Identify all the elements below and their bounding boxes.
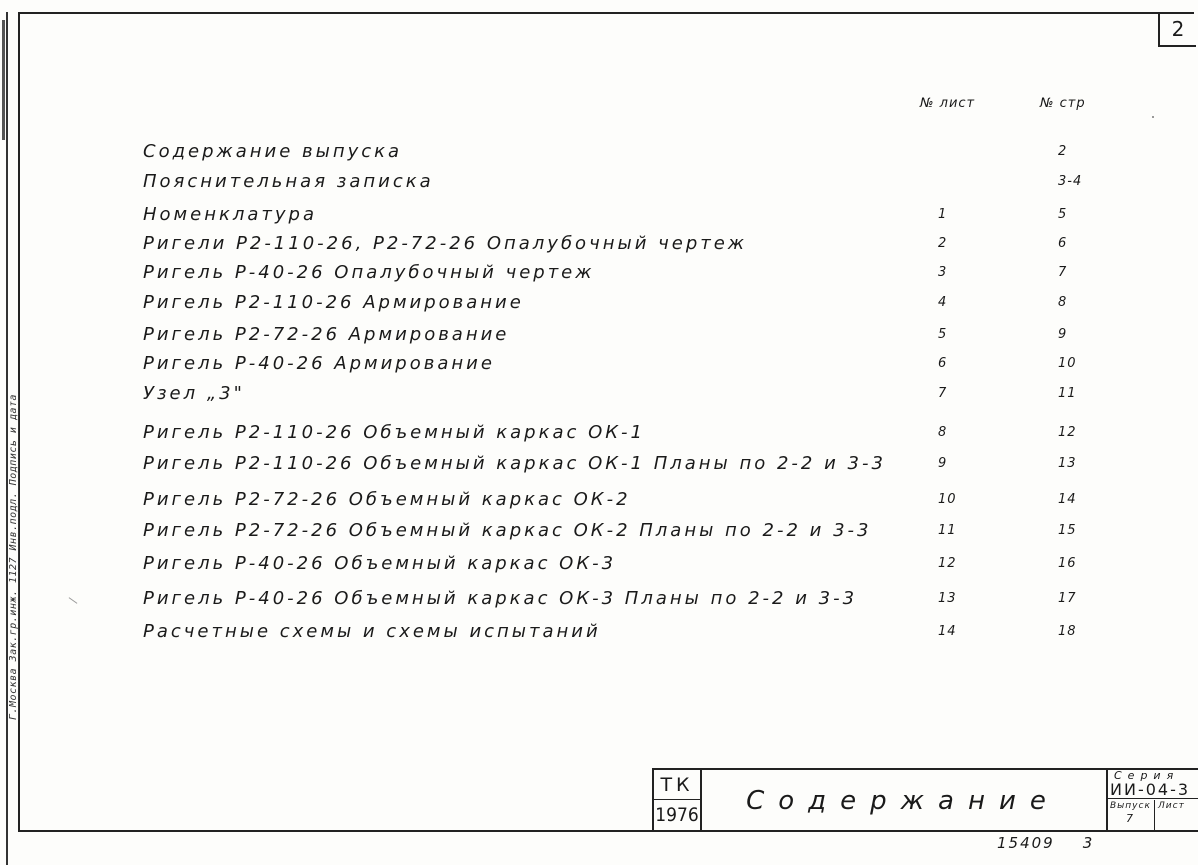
- stray-dot: [1152, 116, 1154, 118]
- contents-row: [143, 553, 1103, 577]
- row-page-number: 13: [1058, 456, 1077, 471]
- sheet-cell: [1156, 800, 1198, 832]
- row-title: Ригель Р2-72-26 Армирование: [143, 324, 510, 345]
- copy-number: 3: [1082, 834, 1095, 852]
- row-page-number: 14: [1058, 492, 1077, 507]
- row-sheet-number: 5: [938, 327, 948, 342]
- row-sheet-number: 10: [938, 492, 957, 507]
- issue-value: 7: [1126, 812, 1133, 825]
- row-sheet-number: 3: [938, 265, 948, 280]
- contents-row: [143, 292, 1103, 316]
- margin-stamp-text: Г.Москва Зак.гр.инж. 1127 Инв.подл. Подпись и дата: [8, 393, 19, 720]
- row-title: Ригель Р2-72-26 Объемный каркас ОК-2: [143, 489, 631, 510]
- series-value: ИИ-04-3: [1110, 780, 1191, 799]
- row-title: Пояснительная записка: [143, 171, 434, 192]
- row-page-number: 7: [1058, 265, 1068, 280]
- row-page-number: 2: [1058, 144, 1068, 159]
- row-title: Ригель Р-40-26 Опалубочный чертеж: [143, 262, 595, 283]
- row-sheet-number: 14: [938, 624, 957, 639]
- row-page-number: 10: [1058, 356, 1077, 371]
- row-page-number: 17: [1058, 591, 1077, 606]
- row-sheet-number: 7: [938, 386, 948, 401]
- contents-row: [143, 204, 1103, 228]
- contents-row: [143, 520, 1103, 544]
- row-page-number: 15: [1058, 523, 1077, 538]
- contents-row: [143, 353, 1103, 377]
- org-year: 1976: [655, 804, 699, 826]
- binding-edge: [2, 20, 5, 140]
- row-page-number: 9: [1058, 327, 1068, 342]
- series-label: Серия: [1114, 769, 1180, 782]
- row-title: Номенклатура: [143, 204, 317, 225]
- frame-top-border: [18, 12, 1194, 14]
- contents-row: [143, 262, 1103, 286]
- issue-label: Выпуск: [1110, 801, 1151, 811]
- org-code: ТК: [654, 770, 700, 800]
- row-sheet-number: 4: [938, 295, 948, 310]
- row-page-number: 12: [1058, 425, 1077, 440]
- contents-row: [143, 141, 1103, 165]
- row-title: Ригель Р-40-26 Объемный каркас ОК-3 Планы по 2-2 и 3-3: [143, 588, 858, 609]
- title-block: [652, 768, 1198, 830]
- series-divider: [1108, 798, 1198, 799]
- row-title: Ригель Р2-110-26 Армирование: [143, 292, 524, 313]
- contents-row: [143, 453, 1103, 477]
- document-title: Содержание: [700, 768, 1106, 832]
- contents-row: [143, 621, 1103, 645]
- inventory-number: 15409: [997, 834, 1055, 852]
- row-title: Расчетные схемы и схемы испытаний: [143, 621, 601, 642]
- row-page-number: 5: [1058, 207, 1068, 222]
- contents-row: [143, 489, 1103, 513]
- row-page-number: 11: [1058, 386, 1077, 401]
- contents-row: [143, 383, 1103, 407]
- row-sheet-number: 1: [938, 207, 948, 222]
- row-sheet-number: 12: [938, 556, 957, 571]
- column-header-page: № стр: [1040, 96, 1086, 111]
- series-cell: [1106, 768, 1198, 832]
- row-sheet-number: 8: [938, 425, 948, 440]
- org-code-cell: [652, 768, 702, 832]
- row-title: Ригель Р2-72-26 Объемный каркас ОК-2 Планы по 2-2 и 3-3: [143, 520, 872, 541]
- contents-row: [143, 171, 1103, 195]
- sheet-label: Лист: [1158, 801, 1185, 811]
- page-number: 2: [1171, 16, 1185, 41]
- row-sheet-number: 6: [938, 356, 948, 371]
- contents-row: [143, 233, 1103, 257]
- row-sheet-number: 13: [938, 591, 957, 606]
- contents-row: [143, 422, 1103, 446]
- row-sheet-number: 11: [938, 523, 957, 538]
- row-sheet-number: 9: [938, 456, 948, 471]
- stray-mark: [69, 597, 78, 604]
- row-page-number: 3-4: [1058, 174, 1083, 189]
- row-title: Ригель Р2-110-26 Объемный каркас ОК-1 Планы по 2-2 и 3-3: [143, 453, 886, 474]
- row-title: Ригель Р-40-26 Объемный каркас ОК-3: [143, 553, 617, 574]
- footer-inventory: [997, 834, 1094, 852]
- row-title: Ригель Р2-110-26 Объемный каркас ОК-1: [143, 422, 645, 443]
- row-page-number: 18: [1058, 624, 1077, 639]
- row-title: Узел „3": [143, 383, 245, 404]
- row-title: Ригель Р-40-26 Армирование: [143, 353, 495, 374]
- row-page-number: 6: [1058, 236, 1068, 251]
- row-sheet-number: 2: [938, 236, 948, 251]
- row-title: Ригели Р2-110-26, Р2-72-26 Опалубочный чертеж: [143, 233, 748, 254]
- row-title: Содержание выпуска: [143, 141, 403, 162]
- column-header-sheet: № лист: [920, 96, 976, 111]
- page-number-box: [1158, 12, 1196, 47]
- contents-row: [143, 588, 1103, 612]
- row-page-number: 8: [1058, 295, 1068, 310]
- contents-row: [143, 324, 1103, 348]
- row-page-number: 16: [1058, 556, 1077, 571]
- issue-cell: [1108, 800, 1155, 832]
